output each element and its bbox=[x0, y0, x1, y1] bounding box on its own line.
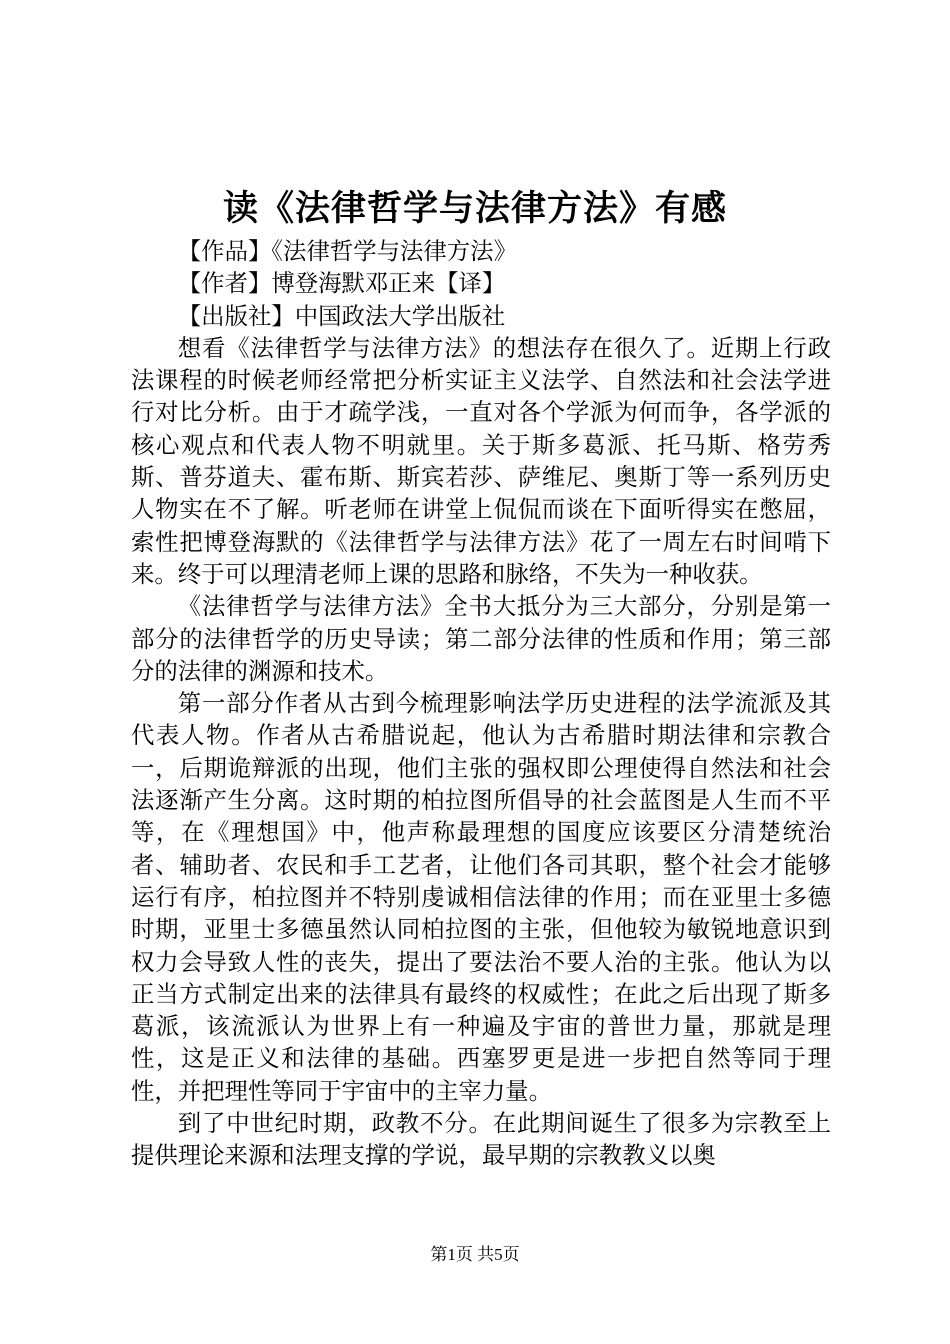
page-footer: 第1页 共5页 bbox=[430, 1245, 520, 1264]
meta-author: 【作者】博登海默邓正来【译】 bbox=[177, 269, 506, 298]
meta-publisher: 【出版社】中国政法大学出版社 bbox=[177, 301, 506, 330]
paragraph-2: 《法律哲学与法律方法》全书大抵分为三大部分，分别是第一部分的法律哲学的历史导读；第二部分法律的性质和作用；第三部分的法律的渊源和技术。 bbox=[131, 592, 831, 685]
meta-work: 【作品】《法律哲学与法律方法》 bbox=[177, 237, 517, 265]
paragraph-3: 第一部分作者从古到今梳理影响法学历史进程的法学流派及其代表人物。作者从古希腊说起，他认为古希腊时期法律和宗教合一，后期诡辩派的出现，他们主张的强权即公理使得自然法和社会法逐渐产生分离。这时期的柏拉图所倡导的社会蓝图是人生而不平等，在《理想国》中，他声称最理想的国度应该要区分清楚统治者、辅助者、农民和手工艺者，让他们各司其职，整个社会才能够运行有序，柏拉图并不特别虔诚相信法律的作用；而在亚里士多德时期，亚里士多德虽然认同柏拉图的主张，但他较为敏锐地意识到权力会导致人性的丧失，提出了要法治不要人治的主张。他认为以正当方式制定出来的法律具有最终的权威性；在此之后出现了斯多葛派，该流派认为世界上有一种遍及宇宙的普世力量，那就是理性，这是正义和法律的基础。西塞罗更是进一步把自然等同于理性，并把理性等同于宇宙中的主宰力量。 bbox=[131, 689, 831, 1105]
document-title: 读《法律哲学与法律方法》有感 bbox=[222, 188, 727, 229]
paragraph-1: 想看《法律哲学与法律方法》的想法存在很久了。近期上行政法课程的时候老师经常把分析实证主义法学、自然法和社会法学进行对比分析。由于才疏学浅，一直对各个学派为何而争，各学派的核心观点和代表人物不明就里。关于斯多葛派、托马斯、格劳秀斯、普芬道夫、霍布斯、斯宾若莎、萨维尼、奥斯丁等一系列历史人物实在不了解。听老师在讲堂上侃侃而谈在下面听得实在憋屈，索性把博登海默的《法律哲学与法律方法》花了一周左右时间啃下来。终于可以理清老师上课的思路和脉络，不失为一种收获。 bbox=[131, 333, 831, 588]
paragraph-4: 到了中世纪时期，政教不分。在此期间诞生了很多为宗教至上提供理论来源和法理支撑的学说，最早期的宗教教义以奥 bbox=[131, 1109, 831, 1170]
document-body bbox=[131, 235, 831, 1172]
